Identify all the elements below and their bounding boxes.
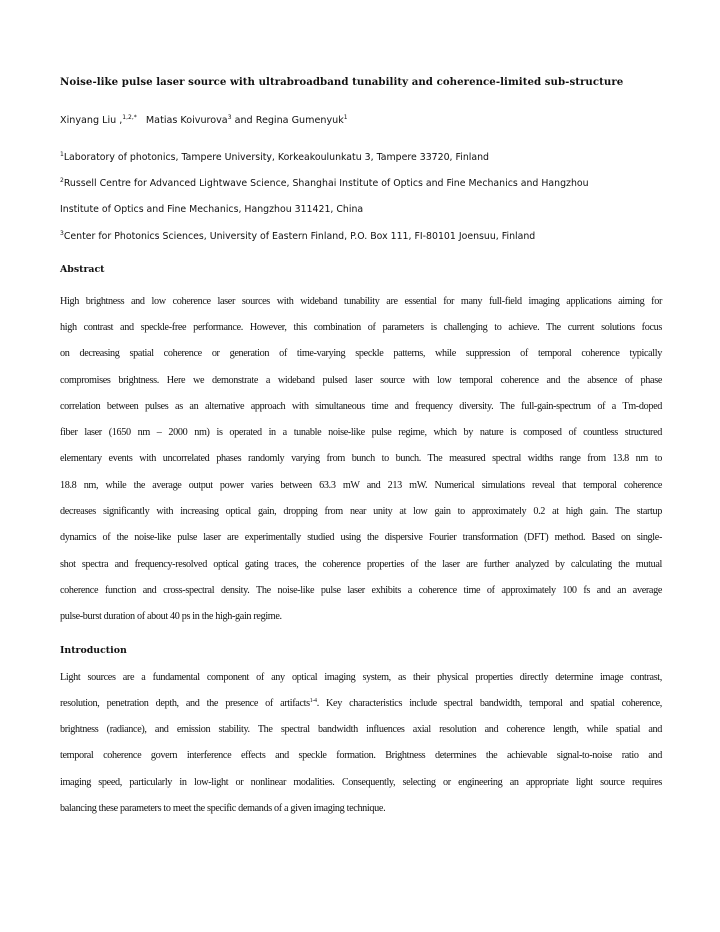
abstract-line: elementary events with uncorrelated phases randomly varying from bunch to bunch. The measured spectral widths range from 13.8 nm to [60,453,662,464]
author-list [60,114,348,128]
affiliation-marker: 1 [60,151,64,158]
introduction-line-text: Light sources are a fundamental component of any optical imaging system, as their physical properties directly determine image contrast, [60,672,662,683]
abstract-line: on decreasing spatial coherence or generation of time-varying speckle patterns, while suppression of temporal coherence typically [60,348,662,359]
affiliation [60,230,535,244]
affiliation-marker: 3 [60,230,64,237]
author-connector: and [234,115,253,126]
introduction-line-text: temporal coherence govern interference effects and speckle formation. Brightness determines the achievable signal-to-noise ratio and [60,750,662,761]
author-affiliation-marker: 1,2,* [122,114,137,121]
introduction-line [60,776,662,790]
paper-title: Noise-like pulse laser source with ultrabroadband tunability and coherence-limited sub-structure [60,76,624,88]
introduction-line-text: imaging speed, particularly in low-light or nonlinear modalities. Consequently, selecting or engineering an appropriate light source requires [60,777,662,788]
affiliation-marker: 2 [60,177,64,184]
introduction-line [60,671,662,685]
author-name: Xinyang Liu , [60,115,123,126]
introduction-line [60,749,662,763]
abstract-line: correlation between pulses as an alternative approach with simultaneous time and frequency diversity. The full-gain-spectrum of a Tm-doped [60,401,662,412]
affiliation-text: Russell Centre for Advanced Lightwave Science, Shanghai Institute of Optics and Fine Mechanics and Hangzhou [63,178,589,189]
affiliation-text: Center for Photonics Sciences, University of Eastern Finland, P.O. Box 111, FI-80101 Joensuu, Finland [63,231,536,242]
affiliation [60,177,589,191]
abstract-line: High brightness and low coherence laser sources with wideband tunability are essential for many full-field imaging applications aiming for [60,296,662,307]
abstract-line: pulse-burst duration of about 40 ps in the high-gain regime. [60,611,282,622]
introduction-line [60,697,662,711]
abstract-line: 18.8 nm, while the average output power varies between 63.3 mW and 213 mW. Numerical simulations reveal that temporal coherence [60,480,662,491]
author-name: Regina Gumenyuk [255,115,344,126]
abstract-line: fiber laser (1650 nm – 2000 nm) is operated in a tunable noise-like pulse regime, which by nature is composed of countless structured [60,427,662,438]
author-name: Matias Koivurova [145,115,228,126]
introduction-line-text: brightness (radiance), and emission stability. The spectral bandwidth influences axial resolution and coherence length, while spatial and [60,724,662,735]
introduction-line-text: . Key characteristics include spectral bandwidth, temporal and spatial coherence, [316,698,662,709]
abstract-line: decreases significantly with increasing optical gain, dropping from near unity at low gain to approximately 0.2 at high gain. The startup [60,506,662,517]
abstract-line: high contrast and speckle-free performance. However, this combination of parameters is challenging to achieve. The current solutions focus [60,322,662,333]
affiliation [60,203,363,217]
introduction-line-text: resolution, penetration depth, and the presence of artifacts [60,698,310,709]
abstract-line: coherence function and cross-spectral density. The noise-like pulse laser exhibits a coherence time of approximately 100 fs and an average [60,585,662,596]
abstract-line: dynamics of the noise-like pulse laser are experimentally studied using the dispersive Fourier transformation (DFT) method. Based on single- [60,532,662,543]
abstract-line: shot spectra and frequency-resolved optical gating traces, the coherence properties of the laser are further analyzed by calculating the mutual [60,559,662,570]
abstract-heading: Abstract [60,264,105,275]
abstract-line: compromises brightness. Here we demonstrate a wideband pulsed laser source with low temporal coherence and the absence of phase [60,375,662,386]
introduction-heading: Introduction [60,645,127,656]
affiliation-text: Laboratory of photonics, Tampere University, Korkeakoulunkatu 3, Tampere 33720, Finland [63,152,490,163]
introduction-line-text: balancing these parameters to meet the specific demands of a given imaging technique. [60,803,386,814]
citation-marker: 1-4 [309,698,317,704]
author-affiliation-marker: 3 [227,114,232,121]
affiliation [60,151,489,165]
introduction-line [60,723,662,737]
affiliation-text: Institute of Optics and Fine Mechanics, Hangzhou 311421, China [60,204,364,215]
introduction-line [60,802,385,816]
author-affiliation-marker: 1 [343,114,348,121]
